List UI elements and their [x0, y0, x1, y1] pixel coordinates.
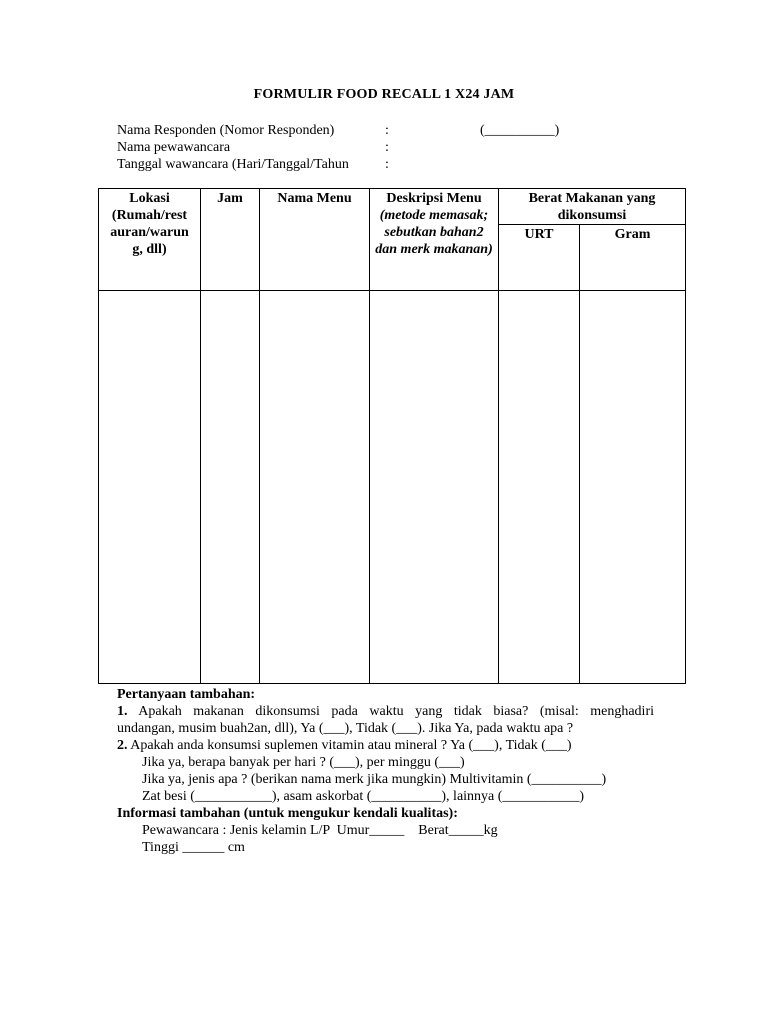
respondent-number-field[interactable]: (__________) [480, 123, 560, 138]
info-row-responden [117, 122, 560, 139]
header-nama-menu: Nama Menu [260, 189, 370, 291]
cell-urt[interactable] [499, 291, 580, 684]
header-urt: URT [499, 225, 580, 291]
cell-jam[interactable] [201, 291, 260, 684]
question-2-text: Apakah anda konsumsi suplemen vitamin atau mineral ? Ya (___), Tidak (___) [130, 738, 572, 753]
question-2-line-1 [117, 737, 654, 754]
question-1-text: Apakah makanan dikonsumsi pada waktu yang tidak biasa? (misal: menghadiri [138, 704, 654, 719]
info-colon: : [385, 140, 389, 155]
cell-deskripsi-menu[interactable] [370, 291, 499, 684]
question-2-line-3: Jika ya, jenis apa ? (berikan nama merk jika mungkin) Multivitamin (__________) [142, 772, 607, 787]
header-lokasi: Lokasi (Rumah/rest auran/warun g, dll) [99, 189, 201, 291]
question-1-number: 1. [117, 704, 128, 719]
header-deskripsi-menu [370, 189, 499, 291]
question-2-number: 2. [117, 738, 128, 753]
header-deskripsi-title: Deskripsi Menu [386, 191, 482, 206]
question-1-line-1 [117, 703, 654, 720]
info-label-tanggal: Tanggal wawancara (Hari/Tanggal/Tahun [117, 157, 349, 172]
quality-line-1: Pewawancara : Jenis kelamin L/P Umur_____ Berat_____kg [142, 823, 498, 838]
question-1-line-2: undangan, musim buah2an, dll), Ya (___), Tidak (___). Jika Ya, pada waktu apa ? [117, 721, 574, 736]
additional-heading: Pertanyaan tambahan: [117, 687, 256, 702]
cell-nama-menu[interactable] [260, 291, 370, 684]
info-label-responden: Nama Responden (Nomor Responden) [117, 123, 335, 138]
info-colon: : [385, 123, 389, 138]
info-row-pewawancara [117, 139, 389, 156]
cell-lokasi[interactable] [99, 291, 201, 684]
header-gram: Gram [580, 225, 686, 291]
question-2-line-2: Jika ya, berapa banyak per hari ? (___), per minggu (___) [142, 755, 465, 770]
quality-heading: Informasi tambahan (untuk mengukur kendali kualitas): [117, 806, 458, 821]
header-deskripsi-note: (metode memasak; sebutkan bahan2 dan merk makanan) [375, 208, 493, 257]
additional-questions [117, 686, 654, 856]
food-recall-table [98, 188, 686, 684]
header-jam: Jam [201, 189, 260, 291]
cell-gram[interactable] [580, 291, 686, 684]
info-colon: : [385, 157, 389, 172]
info-row-tanggal [117, 156, 389, 173]
quality-line-2: Tinggi ______ cm [142, 840, 245, 855]
header-berat-makanan: Berat Makanan yang dikonsumsi [499, 189, 686, 225]
info-label-pewawancara: Nama pewawancara [117, 140, 231, 155]
form-title: FORMULIR FOOD RECALL 1 X24 JAM [253, 87, 515, 102]
question-2-line-4: Zat besi (___________), asam askorbat (__________), lainnya (___________) [142, 789, 585, 804]
